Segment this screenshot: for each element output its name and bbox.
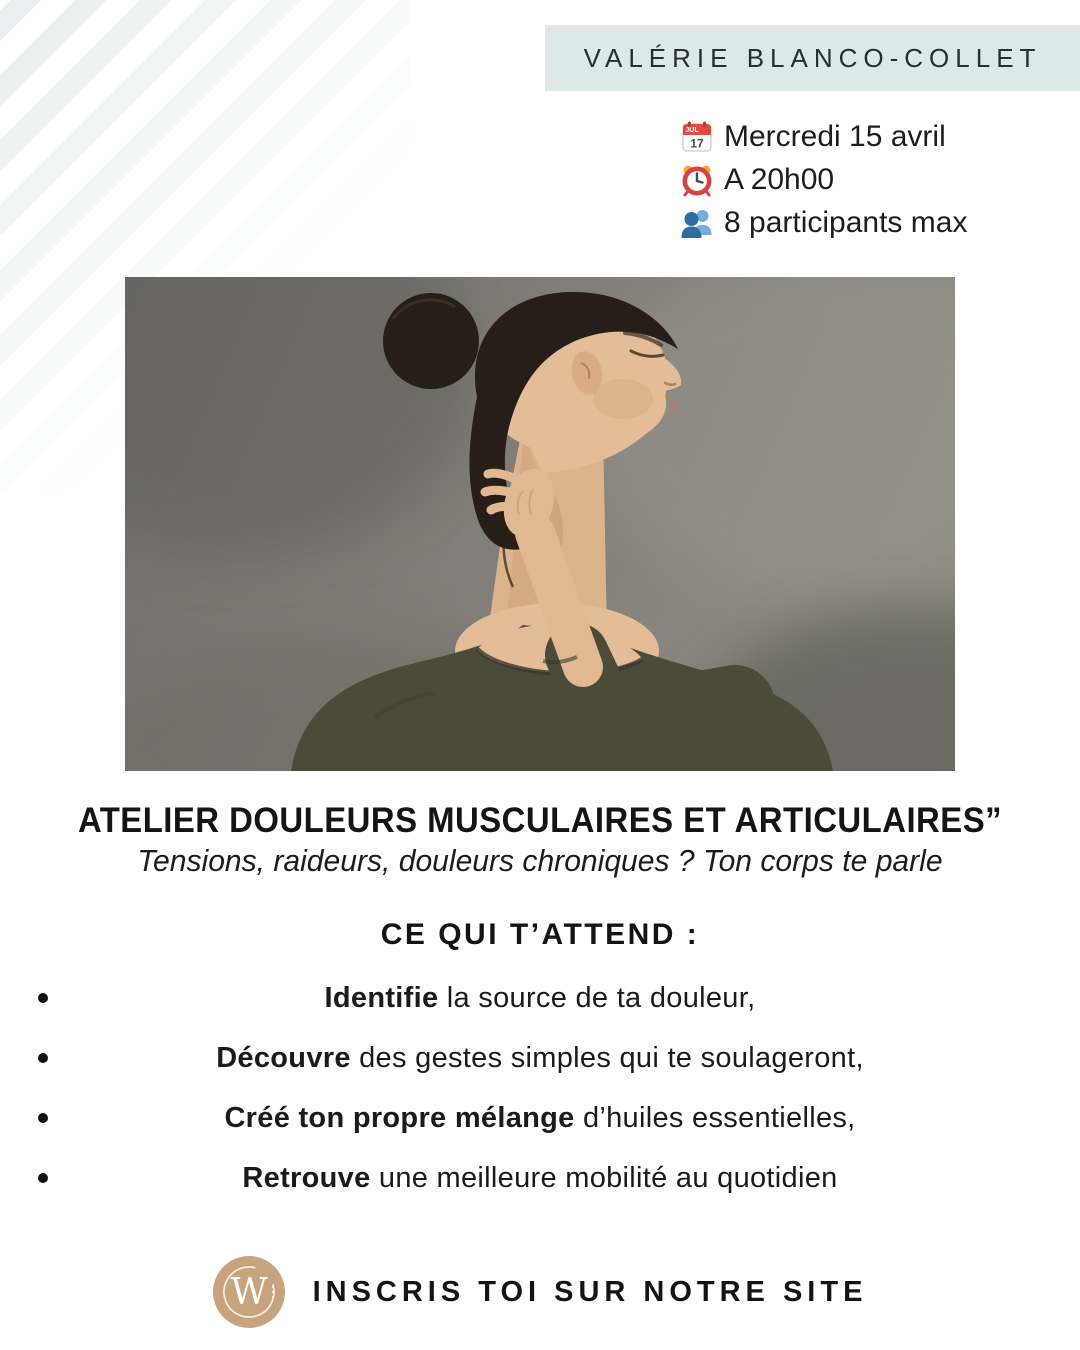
participants-icon [680, 206, 714, 240]
list-item [0, 968, 1080, 1028]
bullet-text [224, 1102, 855, 1135]
logo-letter: W [230, 1272, 268, 1313]
event-date-label: Mercredi 15 avril [724, 119, 946, 153]
alarm-clock-icon [680, 163, 714, 197]
event-capacity-label: 8 participants max [724, 205, 968, 239]
bullet-text [216, 1042, 864, 1075]
bullet-bold: Créé ton propre mélange [224, 1101, 575, 1134]
bullet-rest: d’huiles essentielles, [574, 1101, 856, 1134]
brand-name: VALÉRIE BLANCO-COLLET [583, 42, 1042, 73]
bullet-dot [38, 993, 48, 1003]
footer-cta [0, 1256, 1080, 1328]
benefits-list [0, 968, 1080, 1208]
calendar-day-label: 17 [690, 136, 704, 150]
workshop-title: ATELIER DOULEURS MUSCULAIRES ET ARTICULAIRES” [77, 801, 1003, 840]
bullet-text [325, 982, 756, 1015]
brand-logo-w-icon [213, 1256, 285, 1328]
workshop-subtitle: Tensions, raideurs, douleurs chroniques ? Ton corps te parle [137, 843, 943, 878]
cta-label: INSCRIS TOI SUR NOTRE SITE [312, 1275, 868, 1308]
bullet-rest: une meilleure mobilité au quotidien [370, 1161, 838, 1194]
bullet-bold: Identifie [324, 981, 439, 1014]
event-date-row [680, 119, 967, 154]
event-capacity-row [680, 205, 967, 240]
calendar-month-label: JUL [685, 126, 699, 134]
bullet-rest: des gestes simples qui te soulageront, [350, 1041, 864, 1074]
event-time-label: A 20h00 [724, 162, 835, 196]
list-item [0, 1088, 1080, 1148]
list-item [0, 1148, 1080, 1208]
bullet-bold: Retrouve [242, 1161, 371, 1194]
bullet-rest: la source de ta douleur, [438, 981, 756, 1014]
brand-banner [545, 25, 1080, 91]
event-details [680, 119, 967, 240]
woman-neck-massage-photo [125, 277, 955, 771]
calendar-icon [680, 120, 714, 154]
bullet-bold: Découvre [216, 1041, 351, 1074]
bullet-dot [38, 1053, 48, 1063]
event-time-row [680, 162, 967, 197]
bullet-dot [38, 1113, 48, 1123]
bullet-dot [38, 1173, 48, 1183]
list-item [0, 1028, 1080, 1088]
bullet-text [242, 1162, 837, 1195]
section-heading: CE QUI T’ATTEND : [380, 918, 700, 951]
